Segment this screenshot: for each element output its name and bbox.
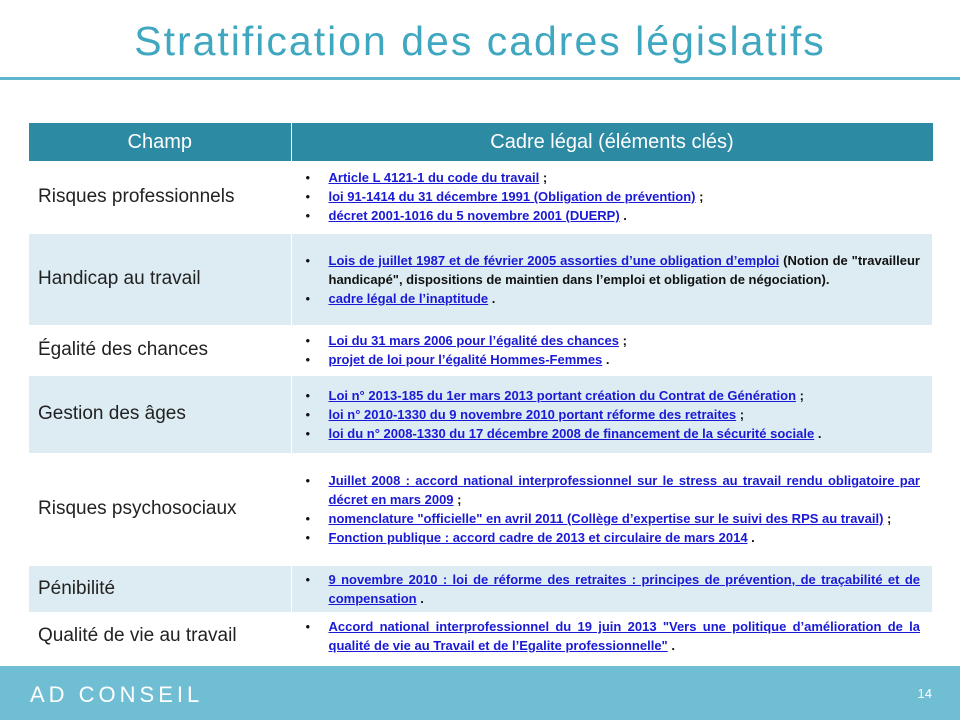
item-tail-text: ; — [796, 387, 805, 403]
legal-framework-table — [29, 123, 933, 661]
legal-reference-link[interactable]: Juillet 2008 : accord national interprofessionnel sur le stress au travail rendu obligatoire par décret en mars 2009 — [328, 473, 920, 507]
legal-items-list — [300, 331, 921, 369]
bullet-icon: • — [305, 511, 311, 526]
legal-reference-link[interactable]: loi n° 2010-1330 du 9 novembre 2010 portant réforme des retraites — [328, 406, 737, 422]
table-row — [29, 325, 933, 375]
list-item — [300, 471, 921, 509]
bullet-icon: • — [305, 352, 311, 367]
list-item — [300, 251, 921, 289]
bullet-icon: • — [305, 619, 311, 634]
list-item — [300, 350, 921, 369]
header-cadre-legal: Cadre légal (éléments clés) — [291, 123, 933, 161]
bullet-icon: • — [305, 189, 311, 205]
cadre-cell — [291, 233, 933, 325]
cadre-cell — [291, 453, 933, 565]
table-row — [29, 161, 933, 233]
table-row — [29, 565, 933, 612]
champ-cell: Pénibilité — [29, 565, 291, 612]
legal-items-list — [300, 251, 921, 308]
legal-items-list — [300, 471, 921, 547]
cadre-cell — [291, 375, 933, 453]
bullet-icon: • — [305, 571, 311, 587]
champ-cell: Égalité des chances — [29, 325, 291, 375]
bullet-icon: • — [305, 290, 311, 306]
list-item — [300, 570, 921, 608]
table-row — [29, 453, 933, 565]
cadre-cell — [291, 161, 933, 233]
legal-reference-link[interactable]: cadre légal de l’inaptitude — [328, 290, 489, 306]
table-header-row — [29, 123, 933, 161]
item-tail-text: ; — [539, 170, 548, 186]
item-tail-text: ; — [883, 511, 892, 526]
list-item — [300, 331, 921, 350]
legal-reference-link[interactable]: Fonction publique : accord cadre de 2013 et circulaire de mars 2014 — [328, 530, 748, 545]
brand-logo-text: AD CONSEIL — [30, 682, 204, 707]
legal-reference-link[interactable]: 9 novembre 2010 : loi de réforme des retraites : principes de prévention, de traçabilité et de compensation — [328, 571, 920, 606]
legal-reference-link[interactable]: Loi du 31 mars 2006 pour l’égalité des chances — [328, 333, 619, 348]
legal-reference-link[interactable]: Loi n° 2013-185 du 1er mars 2013 portant création du Contrat de Génération — [328, 387, 797, 403]
list-item — [300, 405, 921, 424]
bullet-icon: • — [305, 473, 311, 488]
header-champ: Champ — [29, 123, 291, 161]
list-item — [300, 289, 921, 308]
legal-reference-link[interactable]: loi du n° 2008-1330 du 17 décembre 2008 de financement de la sécurité sociale — [328, 425, 815, 441]
legal-reference-link[interactable]: projet de loi pour l’égalité Hommes-Femmes — [328, 352, 603, 367]
item-tail-text: . — [814, 425, 822, 441]
legal-items-list — [300, 570, 921, 608]
bullet-icon: • — [305, 406, 311, 422]
item-tail-text: ; — [695, 189, 704, 205]
item-tail-text: . — [488, 290, 496, 306]
slide-title: Stratification des cadres législatifs — [134, 18, 826, 64]
bullet-icon: • — [305, 170, 311, 186]
legal-items-list — [300, 617, 921, 655]
cadre-cell — [291, 612, 933, 660]
champ-cell: Gestion des âges — [29, 375, 291, 453]
page-number: 14 — [917, 686, 932, 701]
table-row — [29, 612, 933, 660]
list-item — [300, 168, 921, 187]
list-item — [300, 187, 921, 206]
legal-reference-link[interactable]: loi 91-1414 du 31 décembre 1991 (Obligation de prévention) — [328, 189, 696, 205]
list-item — [300, 206, 921, 225]
list-item — [300, 528, 921, 547]
champ-cell: Qualité de vie au travail — [29, 612, 291, 660]
item-tail-text: . — [619, 208, 627, 224]
bullet-icon: • — [305, 387, 311, 403]
list-item — [300, 509, 921, 528]
footer-bar — [0, 666, 960, 720]
cadre-cell — [291, 325, 933, 375]
bullet-icon: • — [305, 425, 311, 441]
item-tail-text: (Notion de "travailleur handicapé", dispositions de maintien dans l’emploi et obligation de négociation). — [328, 252, 920, 287]
legal-reference-link[interactable]: Lois de juillet 1987 et de février 2005 assorties d’une obligation d’emploi — [328, 252, 780, 268]
legal-items-list — [300, 168, 921, 225]
title-divider — [0, 77, 960, 80]
champ-cell: Risques professionnels — [29, 161, 291, 233]
bullet-icon: • — [305, 333, 311, 348]
list-item — [300, 386, 921, 405]
legal-reference-link[interactable]: décret 2001-1016 du 5 novembre 2001 (DUERP) — [328, 208, 620, 224]
bullet-icon: • — [305, 530, 311, 545]
item-tail-text: ; — [618, 333, 627, 348]
item-tail-text: ; — [453, 492, 462, 507]
champ-cell: Risques psychosociaux — [29, 453, 291, 565]
legal-reference-link[interactable]: nomenclature "officielle" en avril 2011 (Collège d’expertise sur le suivi des RPS au travail) — [328, 511, 884, 526]
list-item — [300, 617, 921, 655]
bullet-icon: • — [305, 252, 311, 268]
list-item — [300, 424, 921, 443]
item-tail-text: . — [602, 352, 610, 367]
champ-cell: Handicap au travail — [29, 233, 291, 325]
legal-reference-link[interactable]: Accord national interprofessionnel du 19 juin 2013 "Vers une politique d’amélioration de la qualité de vie au Travail et de l’Egalite professionnelle" — [328, 619, 920, 653]
table-row — [29, 233, 933, 325]
item-tail-text: ; — [736, 406, 745, 422]
legal-reference-link[interactable]: Article L 4121-1 du code du travail — [328, 170, 540, 186]
item-tail-text: . — [667, 638, 675, 653]
item-tail-text: . — [747, 530, 755, 545]
bullet-icon: • — [305, 208, 311, 224]
item-tail-text: . — [416, 590, 424, 606]
cadre-cell — [291, 565, 933, 612]
table-row — [29, 375, 933, 453]
legal-items-list — [300, 386, 921, 443]
